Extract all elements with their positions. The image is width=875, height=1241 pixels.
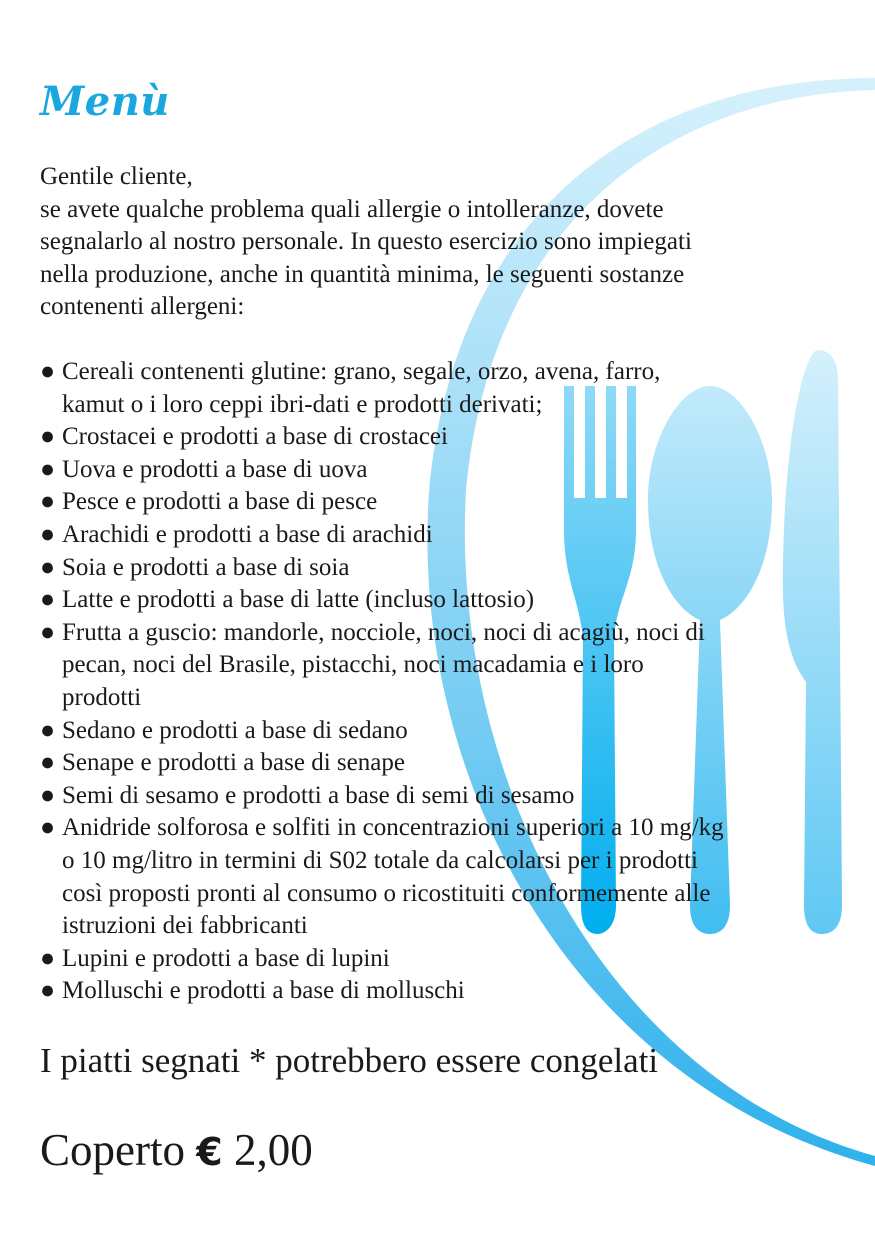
allergen-item [40, 454, 840, 487]
cover-charge [40, 1122, 313, 1180]
allergen-text-line: pecan, noci del Brasile, pistacchi, noci macadamia e i loro [62, 651, 644, 679]
allergen-text-line: Crostacei e prodotti a base di crostacei [62, 423, 448, 451]
bullet-icon: ● [40, 944, 56, 972]
allergen-item [40, 486, 840, 519]
allergen-text-line: Soia e prodotti a base di soia [62, 553, 350, 581]
allergen-item [40, 421, 840, 454]
allergen-text-line: Pesce e prodotti a base di pesce [62, 488, 378, 516]
intro-line: nella produzione, anche in quantità minima, le seguenti sostanze [40, 260, 685, 288]
bullet-icon: ● [40, 455, 56, 483]
allergen-item [40, 747, 840, 780]
allergen-item [40, 584, 840, 617]
cover-price: 2,00 [233, 1125, 313, 1175]
allergen-item [40, 943, 840, 976]
intro-line: contenenti allergeni: [40, 293, 245, 321]
allergen-item [40, 780, 840, 813]
allergen-item [40, 552, 840, 585]
page-title: Menù [40, 78, 170, 125]
allergen-text-line: così proposti pronti al consumo o ricostituiti conformemente alle [62, 879, 711, 907]
bullet-icon: ● [40, 520, 56, 548]
frozen-note: I piatti segnati * potrebbero essere congelati [40, 1041, 659, 1080]
allergen-text-line: prodotti [62, 683, 142, 711]
allergen-item [40, 519, 840, 552]
intro-greeting: Gentile cliente, [40, 163, 193, 190]
allergen-text-line: Frutta a guscio: mandorle, nocciole, noci, noci di acagiù, noci di [62, 618, 705, 646]
allergen-text-line: Anidride solforosa e solfiti in concentrazioni superiori a 10 mg/kg [62, 814, 724, 842]
cover-label: Coperto [40, 1125, 185, 1175]
allergen-text-line: Semi di sesamo e prodotti a base di semi di sesamo [62, 781, 575, 809]
bullet-icon: ● [40, 781, 56, 809]
allergen-text-line: Senape e prodotti a base di senape [62, 749, 405, 777]
intro-paragraph [40, 161, 840, 324]
bullet-icon: ● [40, 814, 56, 842]
bullet-icon: ● [40, 749, 56, 777]
bullet-icon: ● [40, 716, 56, 744]
allergen-text-line: Lupini e prodotti a base di lupini [62, 944, 390, 972]
bullet-icon: ● [40, 488, 56, 516]
currency-symbol: € [196, 1130, 223, 1174]
bullet-icon: ● [40, 423, 56, 451]
allergen-text-line: Molluschi e prodotti a base di molluschi [62, 977, 465, 1005]
allergen-text-line: Arachidi e prodotti a base di arachidi [62, 520, 433, 548]
bullet-icon: ● [40, 977, 56, 1005]
bullet-icon: ● [40, 618, 56, 646]
allergen-text-line: Uova e prodotti a base di uova [62, 455, 368, 483]
allergen-item [40, 975, 840, 1008]
allergen-text-line: istruzioni dei fabbricanti [62, 912, 308, 940]
allergen-text-line: o 10 mg/litro in termini di S02 totale da calcolarsi per i prodotti [62, 846, 698, 874]
allergen-text-line: Latte e prodotti a base di latte (incluso lattosio) [62, 586, 535, 614]
intro-line: segnalarlo al nostro personale. In questo esercizio sono impiegati [40, 228, 692, 256]
bullet-icon: ● [40, 553, 56, 581]
bullet-icon: ● [40, 358, 56, 385]
allergen-text-line: Sedano e prodotti a base di sedano [62, 716, 408, 744]
bullet-icon: ● [40, 586, 56, 614]
allergen-item [40, 715, 840, 748]
intro-line: se avete qualche problema quali allergie o intolleranze, dovete [40, 195, 664, 223]
allergen-text-line: Cereali contenenti glutine: grano, segale, orzo, avena, farro, [62, 358, 661, 385]
allergen-item [40, 356, 840, 421]
allergen-text-line: kamut o i loro ceppi ibri-dati e prodotti derivati; [62, 390, 543, 418]
allergen-item [40, 812, 840, 942]
allergen-list [40, 356, 840, 1008]
allergen-item [40, 617, 840, 715]
